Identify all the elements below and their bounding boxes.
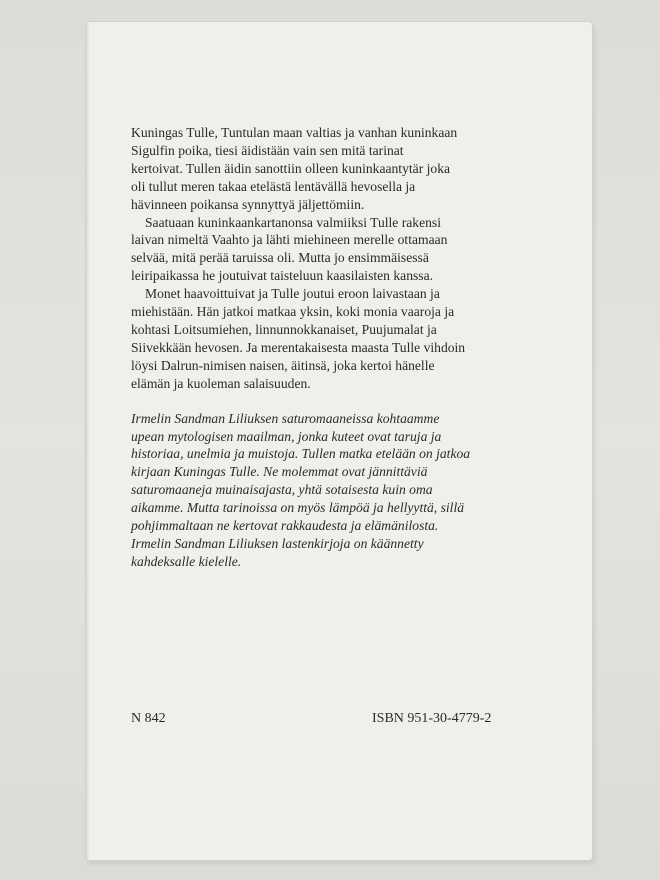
text-line: löysi Dalrun-nimisen naisen, äitinsä, joka kertoi hänelle (131, 357, 435, 373)
text-line: historiaa, unelmia ja muistoja. Tullen matka etelään on jatkoa (131, 446, 471, 462)
paragraph-2 (131, 214, 541, 286)
text-line: selvää, mitä perää taruissa oli. Mutta jo ensimmäisessä (131, 250, 429, 266)
text-line: upean mytologisen maailman, jonka kuteet ovat taruja ja (131, 428, 442, 444)
text-line: Sigulfin poika, tiesi äidistään vain sen mitä tarinat (131, 142, 404, 158)
text-line: aikamme. Mutta tarinoissa on myös lämpöä ja hellyyttä, sillä (131, 500, 465, 516)
text-line: hävinneen poikansa synnyttyä jäljettömiin. (131, 196, 365, 212)
text-line: kohtasi Loitsumiehen, linnunnokkanaiset, Puujumalat ja (131, 321, 437, 337)
text-line: Saatuaan kuninkaankartanonsa valmiiksi Tulle rakensi (145, 214, 441, 230)
text-line: kirjaan Kuningas Tulle. Ne molemmat ovat jännittäviä (131, 464, 428, 480)
text-line: kahdeksalle kielelle. (131, 553, 242, 569)
text-line: laivan nimeltä Vaahto ja lähti miehineen merelle ottamaan (131, 232, 448, 248)
text-line: Siivekkään hevosen. Ja merentakaisesta maasta Tulle vihdoin (131, 339, 466, 355)
blurb-text (131, 124, 541, 571)
paragraph-3 (131, 285, 541, 392)
catalog-code: N 842 (131, 711, 166, 726)
text-line: saturomaaneja muinaisajasta, yhtä sotaisesta kuin oma (131, 482, 433, 498)
cover-edge (86, 22, 90, 860)
text-line: Monet haavoittuivat ja Tulle joutui eroon laivastaan ja (145, 286, 440, 302)
text-line: Irmelin Sandman Liliuksen saturomaaneissa kohtaamme (131, 410, 440, 426)
text-line: kertoivat. Tullen äidin sanottiin olleen kuninkaantytär joka (131, 160, 451, 176)
text-line: leiripaikassa he joutuivat taisteluun kaasilaisten kanssa. (131, 268, 434, 284)
text-line: Kuningas Tulle, Tuntulan maan valtias ja vanhan kuninkaan (131, 125, 458, 140)
isbn: ISBN 951-30-4779-2 (372, 711, 492, 726)
text-line: Irmelin Sandman Liliuksen lastenkirjoja on käännetty (131, 535, 424, 551)
text-line: oli tullut meren takaa etelästä lentävällä hevosella ja (131, 178, 416, 194)
text-line: pohjimmaltaan ne kertovat rakkaudesta ja elämänilosta. (131, 518, 439, 534)
text-line: elämän ja kuoleman salaisuuden. (131, 375, 311, 391)
paragraph-author-note (131, 410, 541, 571)
text-line: miehistään. Hän jatkoi matkaa yksin, koki monia vaaroja ja (131, 304, 455, 320)
paragraph-1 (131, 124, 541, 214)
